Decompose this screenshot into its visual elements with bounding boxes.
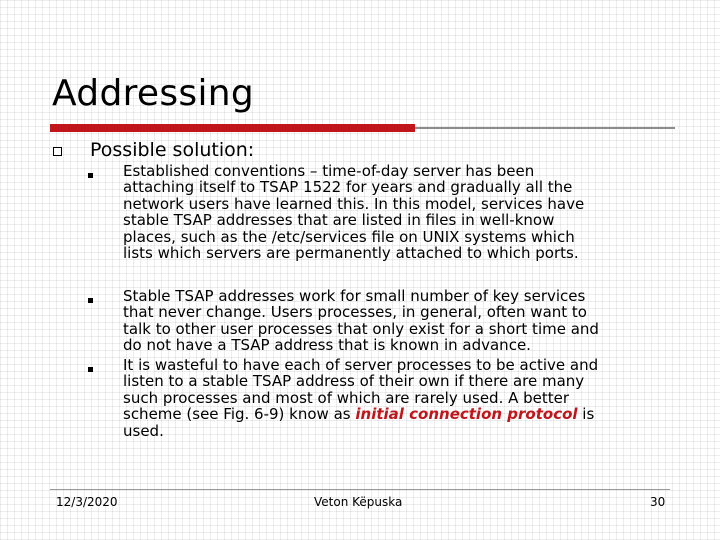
footer-author: Veton Këpuska xyxy=(314,495,403,509)
footer-rule xyxy=(50,489,670,490)
text-segment: is xyxy=(577,405,595,424)
hollow-square-bullet-icon xyxy=(53,147,62,156)
text-line: that never change. Users processes, in general, often want to xyxy=(123,303,587,322)
text-line: attaching itself to TSAP 1522 for years and gradually all the xyxy=(123,178,573,197)
square-bullet-icon xyxy=(88,298,93,303)
text-line: stable TSAP addresses that are listed in files in well-know xyxy=(123,211,555,230)
text-line: do not have a TSAP address that is known in advance. xyxy=(123,336,531,355)
text-segment: scheme (see Fig. 6-9) know as xyxy=(123,405,356,424)
text-line: It is wasteful to have each of server processes to be active and xyxy=(123,356,599,374)
highlight-term: initial connection protocol xyxy=(355,405,578,424)
text-line: places, such as the /etc/services file on UNIX systems which xyxy=(123,227,575,246)
square-bullet-icon xyxy=(88,173,93,178)
text-line xyxy=(123,406,683,422)
sub-bullet-2 xyxy=(123,288,683,354)
slide-title: Addressing xyxy=(52,73,255,114)
main-bullet-text: Possible solution: xyxy=(90,139,255,161)
text-line: Established conventions – time-of-day server has been xyxy=(123,162,535,180)
square-bullet-icon xyxy=(88,367,93,372)
text-line: lists which servers are permanently attached to which ports. xyxy=(123,244,579,263)
title-accent-bar xyxy=(50,124,415,132)
page-number: 30 xyxy=(650,495,666,509)
sub-bullet-1 xyxy=(123,163,683,261)
text-line: network users have learned this. In this model, services have xyxy=(123,194,585,213)
text-line: listen to a stable TSAP address of their own if there are many xyxy=(123,372,585,391)
text-line: used. xyxy=(123,421,164,440)
text-line: talk to other user processes that only exist for a short time and xyxy=(123,319,599,338)
text-line: such processes and most of which are rarely used. A better xyxy=(123,388,570,407)
title-rule xyxy=(415,127,675,129)
text-line: Stable TSAP addresses work for small number of key services xyxy=(123,287,586,305)
footer-date: 12/3/2020 xyxy=(56,495,118,509)
sub-bullet-3 xyxy=(123,357,683,439)
